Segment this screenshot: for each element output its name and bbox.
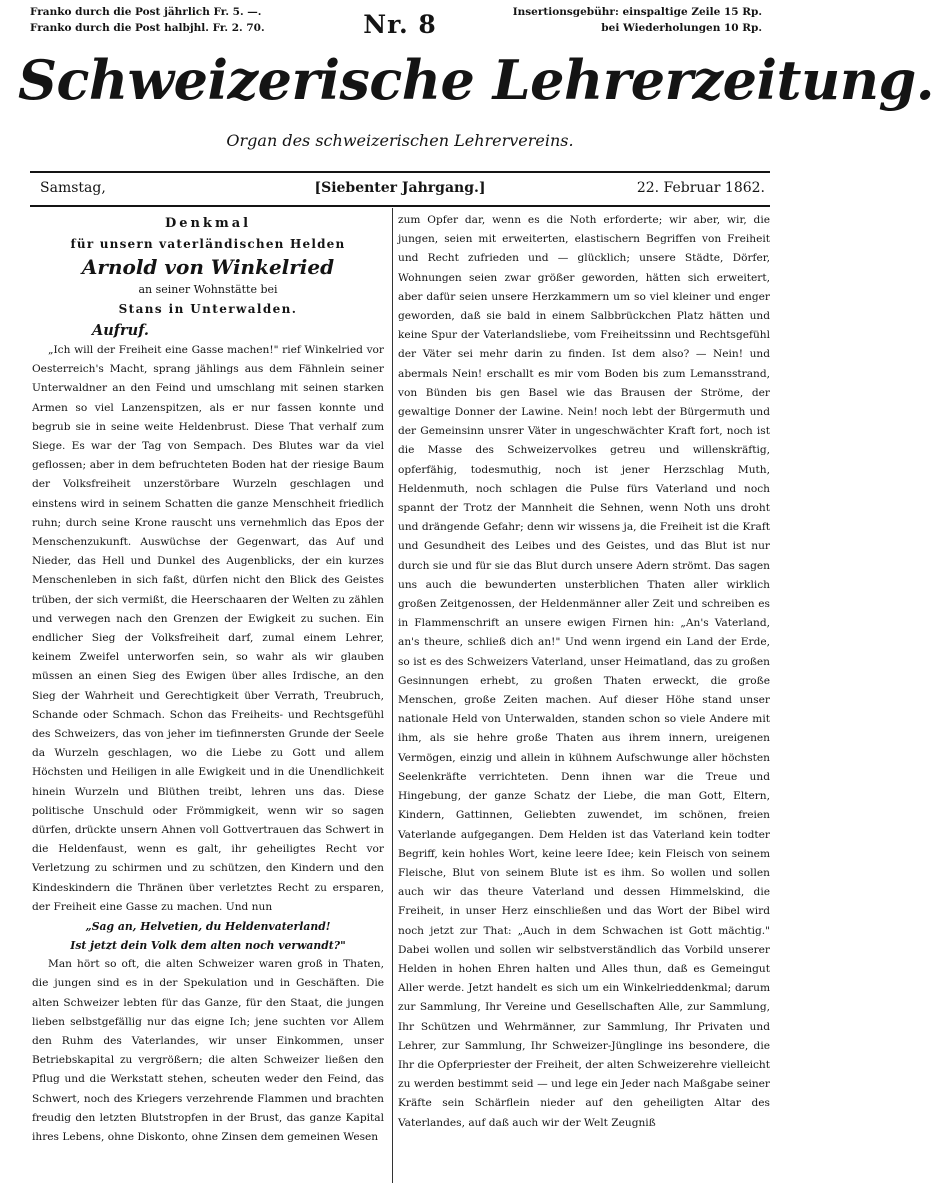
column-divider — [392, 208, 393, 1183]
right-column — [398, 211, 770, 1133]
dateline-date: 22. Februar 1862. — [636, 180, 765, 196]
masthead-rule-top — [30, 171, 770, 173]
dateline — [30, 180, 770, 200]
article-paragraph-1: „Ich will der Freiheit eine Gasse machen!" rief Winkelried vor Oesterreich's Macht, sprang jählings aus dem Fähnlein seiner Unterwaldner an den Feind und umschlang mit seinen starken Armen so viel Lanzenspitzen, als er nur fassen konnte und begrub sie in seine weite Heldenbrust. Diese That verhalf zum Siege. Es war der Tag von Sempach. Des Blutes war da viel geflossen; aber in dem befruchteten Boden hat der riesige Baum der Volksfreiheit unzerstörbare Wurzeln geschlagen und einstens wird in seinem Schatten die ganze Menschheit friedlich ruhn; durch seine Krone rauscht uns vernehmlich das Epos der Menschenzukunft. Auswüchse der Gegenwart, das Auf und Nieder, das Hell und Dunkel des Augenblicks, der ein kurzes Menschenleben in sich faßt, dürfen nicht den Blick des Geistes trüben, der sich vermißt, die Heerschaaren der Welten zu zählen und verwegen nach den Grenzen der Ewigkeit zu suchen. Ein endlicher Sieg der Volksfreiheit darf, zumal einem Lehrer, keinem Zweifel unterworfen sein, so wahr als wir glauben müssen an einen Sieg des Ewigen über alles Irdische, an den Sieg der Wahrheit und Gerechtigkeit über Verrath, Treubruch, Schande oder Schmach. Schon das Freiheits- und Rechtsgefühl des Schweizers, das von jeher im tiefinnersten Grunde der Seele da Wurzeln geschlagen, wo die Liebe zu Gott und allem Höchsten und Heiligen in alle Ewigkeit und in die Unendlichkeit hinein Wurzeln und Blüthen treibt, lehren uns das. Diese politische Unschuld oder Frömmigkeit, wenn wir so sagen dürfen, drückte unsern Ahnen voll Gottvertrauen das Schwert in die Heldenfaust, wenn es galt, ihr geheiligtes Recht vor Verletzung zu schirmen und zu schützen, den Kindern und den Kindeskindern die Thränen über verletztes Recht zu ersparen, der Freiheit eine Gasse zu machen. Und nun — [32, 344, 384, 913]
masthead-rule-bottom — [30, 205, 770, 207]
newspaper-title: Schweizerische Lehrerzeitung. — [18, 48, 934, 112]
dateline-day: Samstag, — [40, 180, 106, 196]
article-paragraph-2: Man hört so oft, die alten Schweizer waren groß in Thaten, die jungen sind es in der Spekulation und in Geschäften. Die alten Schweizer lebten für das Ganze, für den Staat, die jungen lieben selbstgefällig nur das eigne Ich; jene suchten vor Allem den Ruhm des Vaterlandes, wir unser Einkommen, unser Betriebskapital zu vergrößern; die alten Schweizer ließen den Pflug und die Werkstatt stehen, scheuten weder den Feind, das Schwert, noch des Kriegers verzehrende Flammen und brachten freudig den letzten Blutstropfen in der Brust, das ganze Kapital ihres Lebens, ohne Diskonto, ohne Zinsen dem gemeinen Wesen — [32, 958, 384, 1143]
article-heading-helden: für unsern vaterländischen Helden — [70, 237, 346, 251]
article-quote-line-1: „Sag an, Helvetien, du Heldenvaterland! — [85, 920, 331, 934]
advertising-rate: Insertionsgebühr: einspaltige Zeile 15 Rp. — [512, 6, 762, 18]
article-quote-line-2: Ist jetzt dein Volk dem alten noch verwandt?" — [70, 939, 346, 953]
article-paragraph-3: zum Opfer dar, wenn es die Noth erforderte; wir aber, wir, die jungen, seien mit erweiterten, elastischern Begriffen von Freiheit und Recht zufrieden und — glücklich; unsere Städte, Dörfer, Wohnungen seien zwar größer geworden, hätten sich erweitert, aber dafür seien unsere Herzkammern um so viel kleiner und enger geworden, daß sie bald in einem Salbbrückchen Platz hätten und keine Spur der Vaterlandsliebe, vom Freiheitssinn und Rechtsgefühl der Väter sei mehr darin zu finden. Ist dem also? — Nein! und abermals Nein! erschallt es mir vom Boden bis zum Lemansstrand, von Bünden bis gen Basel wie das Brausen der Ströme, der gewaltige Donner der Lawine. Nein! noch lebt der Bürgermuth und der Gemeinsinn unsrer Väter in ungeschwächter Kraft fort, noch ist die Masse des Schweizervolkes getreu und willenskräftig, opferfähig, todesmuthig, noch ist jener Herzschlag Muth, Heldenmuth, noch schlagen die Pulse fürs Vaterland und noch spannt der Trotz der Mannheit die Sehnen, wenn Noth uns droht und drängende Gefahr; denn wir wissens ja, die Freiheit ist die Kraft und Gesundheit des Leibes und des Geistes, und das Blut ist nur durch sie und für sie das Blut durch unsere Adern strömt. Das sagen uns auch die bewunderten unsterblichen Thaten aller wirklich großen Zeitgenossen, der Heldenmänner aller Zeit und schreiben es in Flammenschrift an unsere ewigen Firnen hin: „An's Vaterland, an's theure, schließ dich an!" Und wenn irgend ein Land der Erde, so ist es des Schweizers Vaterland, unser Heimatland, das zu großen Gesinnungen erhebt, zu großen Thaten erweckt, die große Menschen, große Zeiten machen. Auf dieser Höhe stand unser nationale Held von Unterwalden, standen schon so viele Andere mit ihm, als sie hehre große Thaten aus ihrem innern, ureigenen Vermögen, einzig und allein in kühnem Aufschwunge aller höchsten Seelenkräfte verrichteten. Denn ihnen war die Treue und Hingebung, der ganze Schatz der Liebe, die man Gott, Eltern, Kindern, Gattinnen, Geliebten zuwendet, im schönen, freien Vaterlande aufgegangen. Dem Helden ist das Vaterland kein todter Begriff, kein hohles Wort, keine leere Idee; kein Fleisch von seinem Fleische, Blut von seinem Blute ist es ihm. So wollen und sollen auch wir das theure Vaterland und dessen Himmelskind, die Freiheit, in unser Herz einschließen und das Wort der Bibel wird noch jetzt zur That: „Auch in dem Schwachen ist Gott mächtig." Dabei wollen und sollen wir selbstverständlich das Vorbild unserer Helden in hohen Ehren halten und Alles thun, daß es Gemeingut Aller werde. Jetzt handelt es sich um ein Winkelrieddenkmal; darum zur Sammlung, Ihr Vereine und Gesellschaften Alle, zur Sammlung, Ihr Schützen und Wehrmänner, zur Sammlung, Ihr Privaten und Lehrer, zur Sammlung, Ihr Schweizer-Jünglinge ins besondere, die Ihr die Opferpriester der Freiheit, der alten Schweizerehre vielleicht zu werden bestimmt seid — und lege ein Jeder nach Maßgabe seiner Kräfte sein Schärflein nieder auf den geheiligten Altar des Vaterlandes, auf daß auch wir der Welt Zeugniß — [398, 214, 770, 1129]
issue-number: Nr. 8 — [363, 10, 437, 39]
article-heading-winkelried: Arnold von Winkelried — [81, 255, 335, 279]
article-heading-wohnstaette: an seiner Wohnstätte bei — [138, 283, 278, 296]
article-heading-stans: Stans in Unterwalden. — [118, 302, 298, 316]
dateline-volume: [Siebenter Jahrgang.] — [314, 180, 486, 196]
advertising-repeat-rate: bei Wiederholungen 10 Rp. — [601, 22, 762, 34]
subscription-halfyear: Franko durch die Post halbjhl. Fr. 2. 70. — [30, 22, 265, 34]
subscription-yearly: Franko durch die Post jährlich Fr. 5. —. — [30, 6, 262, 18]
left-column — [32, 214, 384, 1147]
article-heading-denkmal: Denkmal — [164, 216, 252, 231]
newspaper-subtitle: Organ des schweizerischen Lehrervereins. — [226, 131, 574, 150]
article-heading-aufruf: Aufruf. — [92, 322, 149, 339]
advertising-info — [513, 4, 762, 36]
